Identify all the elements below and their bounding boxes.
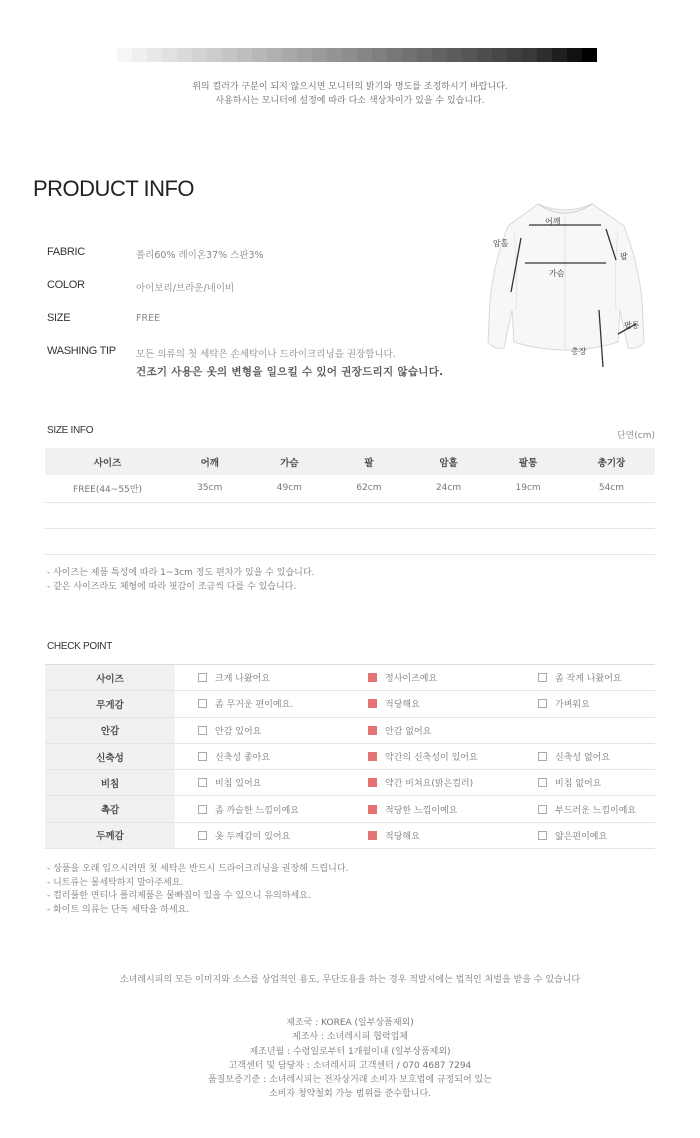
size-cell: 62cm bbox=[329, 475, 409, 502]
care-notes bbox=[47, 863, 348, 917]
checkbox-unchecked[interactable] bbox=[538, 778, 547, 787]
check-option-label: 옷 두께감이 있어요 bbox=[215, 831, 291, 842]
footer-line: 소비자 청약철회 가능 범위를 준수합니다. bbox=[268, 1089, 432, 1100]
check-category: 촉감 bbox=[45, 796, 175, 822]
gradient-swatch bbox=[117, 48, 132, 62]
gradient-swatch bbox=[297, 48, 312, 62]
monitor-note-line-1: 위의 컬러가 구분이 되지 않으시면 모니터의 밝기와 명도를 조정하시기 바랍니다. bbox=[192, 82, 508, 92]
gradient-swatch bbox=[582, 48, 597, 62]
table-row bbox=[45, 475, 655, 502]
check-option[interactable] bbox=[515, 743, 655, 769]
gradient-swatch bbox=[402, 48, 417, 62]
fabric-label: FABRIC bbox=[47, 246, 85, 258]
footer-line: 고객센터 및 담당자 : 소녀레시피 고객센터 / 070 4687 7294 bbox=[228, 1060, 472, 1071]
check-row bbox=[45, 796, 655, 822]
diagram-label-chest: 가슴 bbox=[549, 269, 565, 278]
check-option[interactable] bbox=[345, 822, 515, 848]
size-header-cell: 어깨 bbox=[170, 448, 250, 475]
size-table bbox=[45, 448, 655, 555]
diagram-label-cuff: 팔통 bbox=[624, 321, 640, 330]
gradient-swatch bbox=[552, 48, 567, 62]
checkbox-checked[interactable] bbox=[368, 673, 377, 682]
check-option[interactable] bbox=[345, 665, 515, 691]
gradient-swatch bbox=[537, 48, 552, 62]
check-option-label: 적당해요 bbox=[385, 831, 420, 842]
table-row-empty bbox=[45, 502, 655, 528]
check-option[interactable] bbox=[515, 796, 655, 822]
color-calibration-bar bbox=[117, 48, 597, 62]
size-header-cell: 팔통 bbox=[488, 448, 568, 475]
check-option-label: 크게 나왔어요 bbox=[215, 674, 271, 685]
diagram-label-sleeve: 팔 bbox=[620, 252, 628, 261]
check-option-label: 안감 있어요 bbox=[215, 726, 262, 737]
gradient-swatch bbox=[177, 48, 192, 62]
size-header-cell: 팔 bbox=[329, 448, 409, 475]
check-option-label: 약간 비쳐요(밝은컬러) bbox=[385, 779, 474, 790]
footer-line: 제조국 : KOREA (일부상품제외) bbox=[286, 1018, 414, 1028]
check-option[interactable] bbox=[515, 691, 655, 717]
checkbox-unchecked[interactable] bbox=[538, 699, 547, 708]
check-option bbox=[515, 717, 655, 743]
gradient-swatch bbox=[222, 48, 237, 62]
size-value: FREE bbox=[136, 313, 161, 324]
check-option-label: 신축성 좋아요 bbox=[215, 753, 271, 764]
check-option-label: 부드러운 느낌이예요 bbox=[555, 805, 637, 816]
check-option-label: 좀 까슬한 느낌이예요 bbox=[215, 805, 299, 816]
check-category: 신축성 bbox=[45, 743, 175, 769]
check-point-title: CHECK POINT bbox=[47, 641, 113, 652]
size-note-line: - 같은 사이즈라도 체형에 따라 핏감이 조금씩 다를 수 있습니다. bbox=[47, 581, 297, 592]
checkbox-unchecked[interactable] bbox=[198, 831, 207, 840]
size-header-cell: 사이즈 bbox=[45, 448, 170, 475]
product-info-title: PRODUCT INFO bbox=[33, 176, 195, 201]
size-header-cell: 총기장 bbox=[568, 448, 655, 475]
footer-info bbox=[0, 1016, 700, 1102]
fabric-value: 폴리60% 레이온37% 스판3% bbox=[136, 250, 264, 261]
gradient-swatch bbox=[492, 48, 507, 62]
checkbox-unchecked[interactable] bbox=[198, 805, 207, 814]
size-label: SIZE bbox=[47, 312, 71, 324]
check-option-label: 비침 없어요 bbox=[555, 779, 602, 790]
check-option[interactable] bbox=[175, 665, 345, 691]
gradient-swatch bbox=[282, 48, 297, 62]
check-option[interactable] bbox=[345, 770, 515, 796]
checkbox-unchecked[interactable] bbox=[198, 752, 207, 761]
gradient-swatch bbox=[342, 48, 357, 62]
check-category: 사이즈 bbox=[45, 665, 175, 691]
gradient-swatch bbox=[162, 48, 177, 62]
size-cell: 54cm bbox=[568, 475, 655, 502]
check-option-label: 적당해요 bbox=[385, 700, 420, 711]
size-header-cell: 가슴 bbox=[250, 448, 330, 475]
size-cell: 19cm bbox=[488, 475, 568, 502]
gradient-swatch bbox=[267, 48, 282, 62]
check-option-label: 비침 있어요 bbox=[215, 779, 262, 790]
gradient-swatch bbox=[312, 48, 327, 62]
checkbox-unchecked[interactable] bbox=[538, 831, 547, 840]
check-option[interactable] bbox=[175, 743, 345, 769]
check-row bbox=[45, 691, 655, 717]
footer-line: 제조년월 : 수령일로부터 1개월이내 (일부상품제외) bbox=[249, 1046, 451, 1057]
checkbox-unchecked[interactable] bbox=[198, 699, 207, 708]
check-option-label: 신축성 없어요 bbox=[555, 753, 611, 764]
check-option[interactable] bbox=[175, 796, 345, 822]
gradient-swatch bbox=[417, 48, 432, 62]
footer-line: 제조사 : 소녀레시피 협력업체 bbox=[292, 1032, 408, 1043]
care-note-line: - 화이트 의류는 단독 세탁을 하세요. bbox=[47, 904, 190, 915]
gradient-swatch bbox=[432, 48, 447, 62]
check-option-label: 안감 없어요 bbox=[385, 726, 432, 737]
gradient-swatch bbox=[192, 48, 207, 62]
check-option[interactable] bbox=[515, 665, 655, 691]
check-point-table bbox=[45, 664, 655, 849]
check-option-label: 적당한 느낌이예요 bbox=[385, 805, 458, 816]
blouse-illustration bbox=[478, 192, 654, 382]
check-row bbox=[45, 770, 655, 796]
empty-cell bbox=[45, 528, 655, 554]
check-category: 비침 bbox=[45, 770, 175, 796]
diagram-label-shoulder: 어깨 bbox=[545, 217, 561, 226]
monitor-note-line-2: 사용하시는 모니터에 설정에 따라 다소 색상차이가 있을 수 있습니다. bbox=[215, 96, 485, 106]
gradient-swatch bbox=[147, 48, 162, 62]
gradient-swatch bbox=[372, 48, 387, 62]
checkbox-checked[interactable] bbox=[368, 805, 377, 814]
check-option-label: 약간의 신축성이 있어요 bbox=[385, 753, 478, 764]
checkbox-unchecked[interactable] bbox=[538, 752, 547, 761]
checkbox-checked[interactable] bbox=[368, 778, 377, 787]
check-option[interactable] bbox=[345, 691, 515, 717]
garment-measurement-diagram bbox=[478, 192, 654, 382]
check-option[interactable] bbox=[175, 717, 345, 743]
unit-label: 단면(cm) bbox=[616, 431, 655, 441]
check-option[interactable] bbox=[345, 796, 515, 822]
check-option-label: 가벼워요 bbox=[555, 700, 590, 711]
washing-tip-warning: 건조기 사용은 옷의 변형을 일으킬 수 있어 권장드리지 않습니다. bbox=[136, 366, 444, 378]
check-row bbox=[45, 665, 655, 691]
checkbox-checked[interactable] bbox=[368, 752, 377, 761]
gradient-swatch bbox=[567, 48, 582, 62]
footer-line: 품질보증기준 : 소녀레시피는 전자상거래 소비자 보호법에 규정되어 있는 bbox=[208, 1075, 492, 1086]
checkbox-checked[interactable] bbox=[368, 699, 377, 708]
check-option[interactable] bbox=[345, 717, 515, 743]
gradient-swatch bbox=[132, 48, 147, 62]
checkbox-unchecked[interactable] bbox=[198, 673, 207, 682]
size-table-header bbox=[45, 448, 655, 475]
checkbox-unchecked[interactable] bbox=[538, 673, 547, 682]
check-option-label: 좀 작게 나왔어요 bbox=[555, 674, 622, 685]
check-option[interactable] bbox=[175, 770, 345, 796]
gradient-swatch bbox=[207, 48, 222, 62]
diagram-label-length: 총장 bbox=[571, 347, 587, 356]
size-note-line: - 사이즈는 제품 특성에 따라 1~3cm 정도 편차가 있을 수 있습니다. bbox=[47, 568, 315, 578]
gradient-swatch bbox=[522, 48, 537, 62]
check-option[interactable] bbox=[515, 770, 655, 796]
gradient-swatch bbox=[477, 48, 492, 62]
gradient-swatch bbox=[387, 48, 402, 62]
check-option[interactable] bbox=[175, 691, 345, 717]
care-note-line: - 상품을 오래 입으시려면 첫 세탁은 반드시 드라이크리닝을 권장해 드립니다. bbox=[47, 864, 349, 874]
size-cell: 24cm bbox=[409, 475, 489, 502]
color-value: 아이보리/브라운/네이비 bbox=[136, 283, 235, 294]
check-row bbox=[45, 822, 655, 848]
check-option[interactable] bbox=[345, 743, 515, 769]
gradient-swatch bbox=[252, 48, 267, 62]
washing-tip-label: WASHING TIP bbox=[47, 345, 116, 357]
check-option-label: 좀 무거운 편이예요. bbox=[215, 700, 294, 711]
check-category: 두께감 bbox=[45, 822, 175, 848]
gradient-swatch bbox=[507, 48, 522, 62]
size-cell: 49cm bbox=[250, 475, 330, 502]
copyright-notice: 소녀레시피의 모든 이미지와 소스를 상업적인 용도, 무단도용을 하는 경우 적발시에는 법적인 처벌을 받을 수 있습니다 bbox=[119, 975, 581, 985]
checkbox-checked[interactable] bbox=[368, 831, 377, 840]
care-note-line: - 니트류는 물세탁하지 말아주세요. bbox=[47, 877, 184, 888]
checkbox-unchecked[interactable] bbox=[198, 726, 207, 735]
empty-cell bbox=[45, 502, 655, 528]
washing-tip-value: 모든 의류의 첫 세탁은 손세탁이나 드라이크리닝을 권장합니다. bbox=[136, 349, 396, 360]
check-option-label: 얇은편이예요 bbox=[555, 831, 608, 842]
gradient-swatch bbox=[357, 48, 372, 62]
checkbox-checked[interactable] bbox=[368, 726, 377, 735]
care-note-line: - 컬러풀한 면티나 폴리제품은 물빠짐이 있을 수 있으니 유의하세요. bbox=[47, 891, 311, 901]
check-option-label: 정사이즈예요 bbox=[385, 674, 438, 685]
check-row bbox=[45, 743, 655, 769]
gradient-swatch bbox=[327, 48, 342, 62]
diagram-label-armhole: 암홀 bbox=[493, 239, 509, 248]
check-option[interactable] bbox=[515, 822, 655, 848]
check-option[interactable] bbox=[175, 822, 345, 848]
gradient-swatch bbox=[447, 48, 462, 62]
gradient-swatch bbox=[237, 48, 252, 62]
gradient-swatch bbox=[462, 48, 477, 62]
check-category: 무게감 bbox=[45, 691, 175, 717]
size-cell: FREE(44~55반) bbox=[45, 475, 170, 502]
size-cell: 35cm bbox=[170, 475, 250, 502]
size-header-cell: 암홀 bbox=[409, 448, 489, 475]
checkbox-unchecked[interactable] bbox=[198, 778, 207, 787]
color-label: COLOR bbox=[47, 279, 85, 291]
table-row-empty bbox=[45, 528, 655, 554]
size-notes bbox=[47, 567, 314, 594]
checkbox-unchecked[interactable] bbox=[538, 805, 547, 814]
size-info-title: SIZE INFO bbox=[47, 425, 94, 436]
check-row bbox=[45, 717, 655, 743]
check-category: 안감 bbox=[45, 717, 175, 743]
